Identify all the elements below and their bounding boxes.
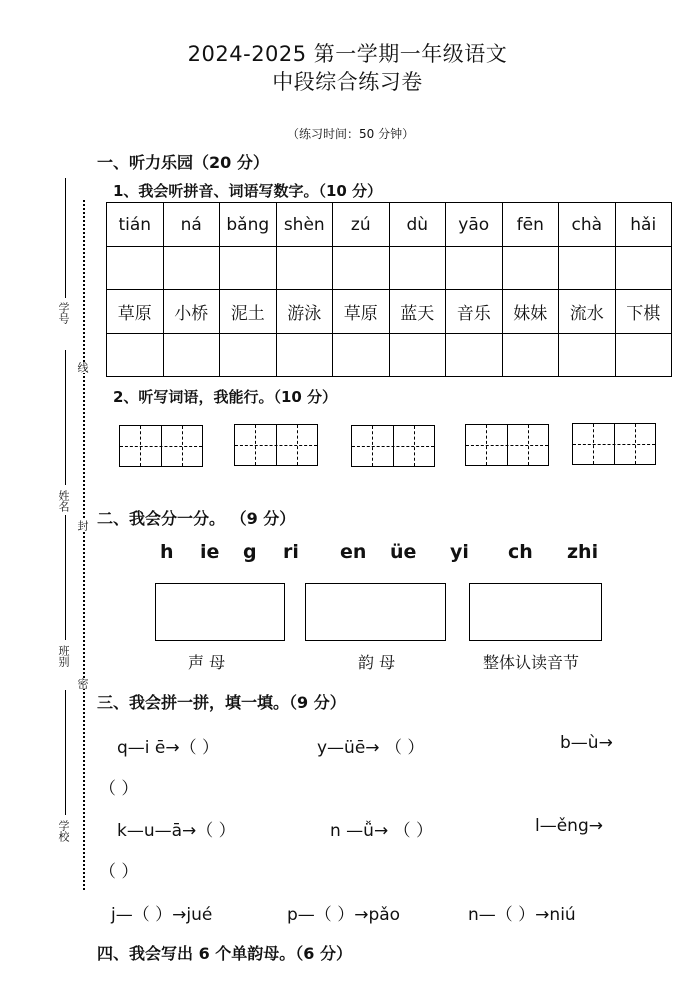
finals-label: 韵 母	[358, 653, 396, 672]
word-cell: 游泳	[276, 290, 333, 334]
margin-line	[65, 178, 66, 298]
seal-char-feng: 封	[76, 520, 89, 531]
tianzige-box[interactable]	[119, 425, 203, 467]
spell-item[interactable]: b—ù→	[560, 733, 613, 753]
word-cell: 下棋	[615, 290, 672, 334]
spell-item[interactable]: k—u—ā→（ ）	[117, 821, 236, 841]
margin-line	[65, 350, 66, 485]
letter-ie: ie	[200, 541, 220, 563]
seal-char-xian: 线	[76, 362, 89, 373]
answer-cell[interactable]	[446, 247, 503, 290]
word-cell: 蓝天	[389, 290, 446, 334]
answer-cell[interactable]	[107, 247, 164, 290]
whole-syllables-box[interactable]	[469, 583, 602, 641]
section2-title: 二、我会分一分。 （9 分）	[97, 509, 296, 528]
margin-label-school: 学校	[57, 820, 70, 842]
pinyin-cell: yāo	[446, 203, 503, 247]
initials-box[interactable]	[155, 583, 285, 641]
word-cell: 泥土	[220, 290, 277, 334]
word-cell: 音乐	[446, 290, 503, 334]
word-cell: 草原	[107, 290, 164, 334]
pinyin-cell: bǎng	[220, 203, 277, 247]
word-row	[107, 290, 672, 334]
finals-box[interactable]	[305, 583, 446, 641]
letter-h: h	[160, 541, 174, 563]
margin-line	[65, 690, 66, 815]
pinyin-cell: chà	[559, 203, 616, 247]
pinyin-cell: shèn	[276, 203, 333, 247]
seal-dotted-line	[83, 200, 85, 890]
letter-zhi: zhi	[567, 541, 599, 563]
section1-part1-title: 1、我会听拼音、词语写数字。（10 分）	[113, 182, 383, 200]
letter-ue: üe	[390, 541, 417, 563]
answer-row	[107, 247, 672, 290]
section3-title: 三、我会拼一拼，填一填。（9 分）	[97, 693, 346, 712]
section1-title: 一、听力乐园（20 分）	[97, 153, 269, 172]
spell-item-continued[interactable]: （ ）	[99, 779, 139, 799]
answer-cell[interactable]	[276, 334, 333, 377]
pinyin-cell: tián	[107, 203, 164, 247]
pinyin-cell: ná	[163, 203, 220, 247]
answer-cell[interactable]	[615, 247, 672, 290]
whole-syllables-label: 整体认读音节	[483, 653, 580, 672]
seal-char-mi: 密	[76, 678, 89, 689]
answer-cell[interactable]	[163, 247, 220, 290]
spell-item-continued[interactable]: （ ）	[99, 862, 139, 882]
fill-initial-item[interactable]: n—（ ）→niú	[468, 905, 576, 925]
answer-cell[interactable]	[559, 247, 616, 290]
pinyin-cell: hǎi	[615, 203, 672, 247]
spell-item[interactable]: q—i ē→（ ）	[117, 738, 220, 758]
answer-cell[interactable]	[333, 247, 390, 290]
pinyin-row	[107, 203, 672, 247]
letter-en: en	[340, 541, 367, 563]
letter-yi: yi	[450, 541, 469, 563]
page-title-line1: 2024-2025 第一学期一年级语文	[187, 42, 508, 66]
margin-label-name: 姓名	[57, 490, 70, 512]
time-note: （练习时间：50 分钟）	[287, 127, 415, 141]
answer-cell[interactable]	[333, 334, 390, 377]
answer-cell[interactable]	[107, 334, 164, 377]
letter-ri: ri	[283, 541, 299, 563]
pinyin-cell: zú	[333, 203, 390, 247]
answer-cell[interactable]	[276, 247, 333, 290]
fill-initial-item[interactable]: j—（ ）→jué	[111, 905, 213, 925]
answer-cell[interactable]	[502, 247, 559, 290]
word-cell: 草原	[333, 290, 390, 334]
tianzige-box[interactable]	[465, 424, 549, 466]
word-cell: 妹妹	[502, 290, 559, 334]
tianzige-box[interactable]	[234, 424, 318, 466]
answer-cell[interactable]	[502, 334, 559, 377]
letter-ch: ch	[508, 541, 533, 563]
pinyin-cell: fēn	[502, 203, 559, 247]
letter-g: g	[243, 541, 257, 563]
margin-label-class: 班别	[57, 645, 70, 667]
spell-item[interactable]: n —ǚ→ （ ）	[330, 821, 434, 841]
section4-title: 四、我会写出 6 个单韵母。（6 分）	[97, 944, 352, 963]
fill-initial-item[interactable]: p—（ ）→pǎo	[287, 905, 401, 925]
answer-cell[interactable]	[615, 334, 672, 377]
section1-part2-title: 2、听写词语，我能行。（10 分）	[113, 388, 338, 406]
spell-item[interactable]: l—ěng→	[535, 816, 603, 836]
pinyin-word-table	[106, 202, 672, 377]
answer-cell[interactable]	[220, 247, 277, 290]
initials-label: 声 母	[188, 653, 226, 672]
word-cell: 小桥	[163, 290, 220, 334]
answer-cell[interactable]	[559, 334, 616, 377]
page-title-line2: 中段综合练习卷	[272, 70, 423, 94]
margin-label-student-number: 学号	[57, 302, 70, 324]
answer-cell[interactable]	[446, 334, 503, 377]
answer-cell[interactable]	[389, 247, 446, 290]
answer-row	[107, 334, 672, 377]
answer-cell[interactable]	[220, 334, 277, 377]
tianzige-box[interactable]	[572, 423, 656, 465]
word-cell: 流水	[559, 290, 616, 334]
answer-cell[interactable]	[389, 334, 446, 377]
pinyin-cell: dù	[389, 203, 446, 247]
answer-cell[interactable]	[163, 334, 220, 377]
margin-line	[65, 515, 66, 640]
spell-item[interactable]: y—üē→ （ ）	[317, 738, 425, 758]
tianzige-box[interactable]	[351, 425, 435, 467]
